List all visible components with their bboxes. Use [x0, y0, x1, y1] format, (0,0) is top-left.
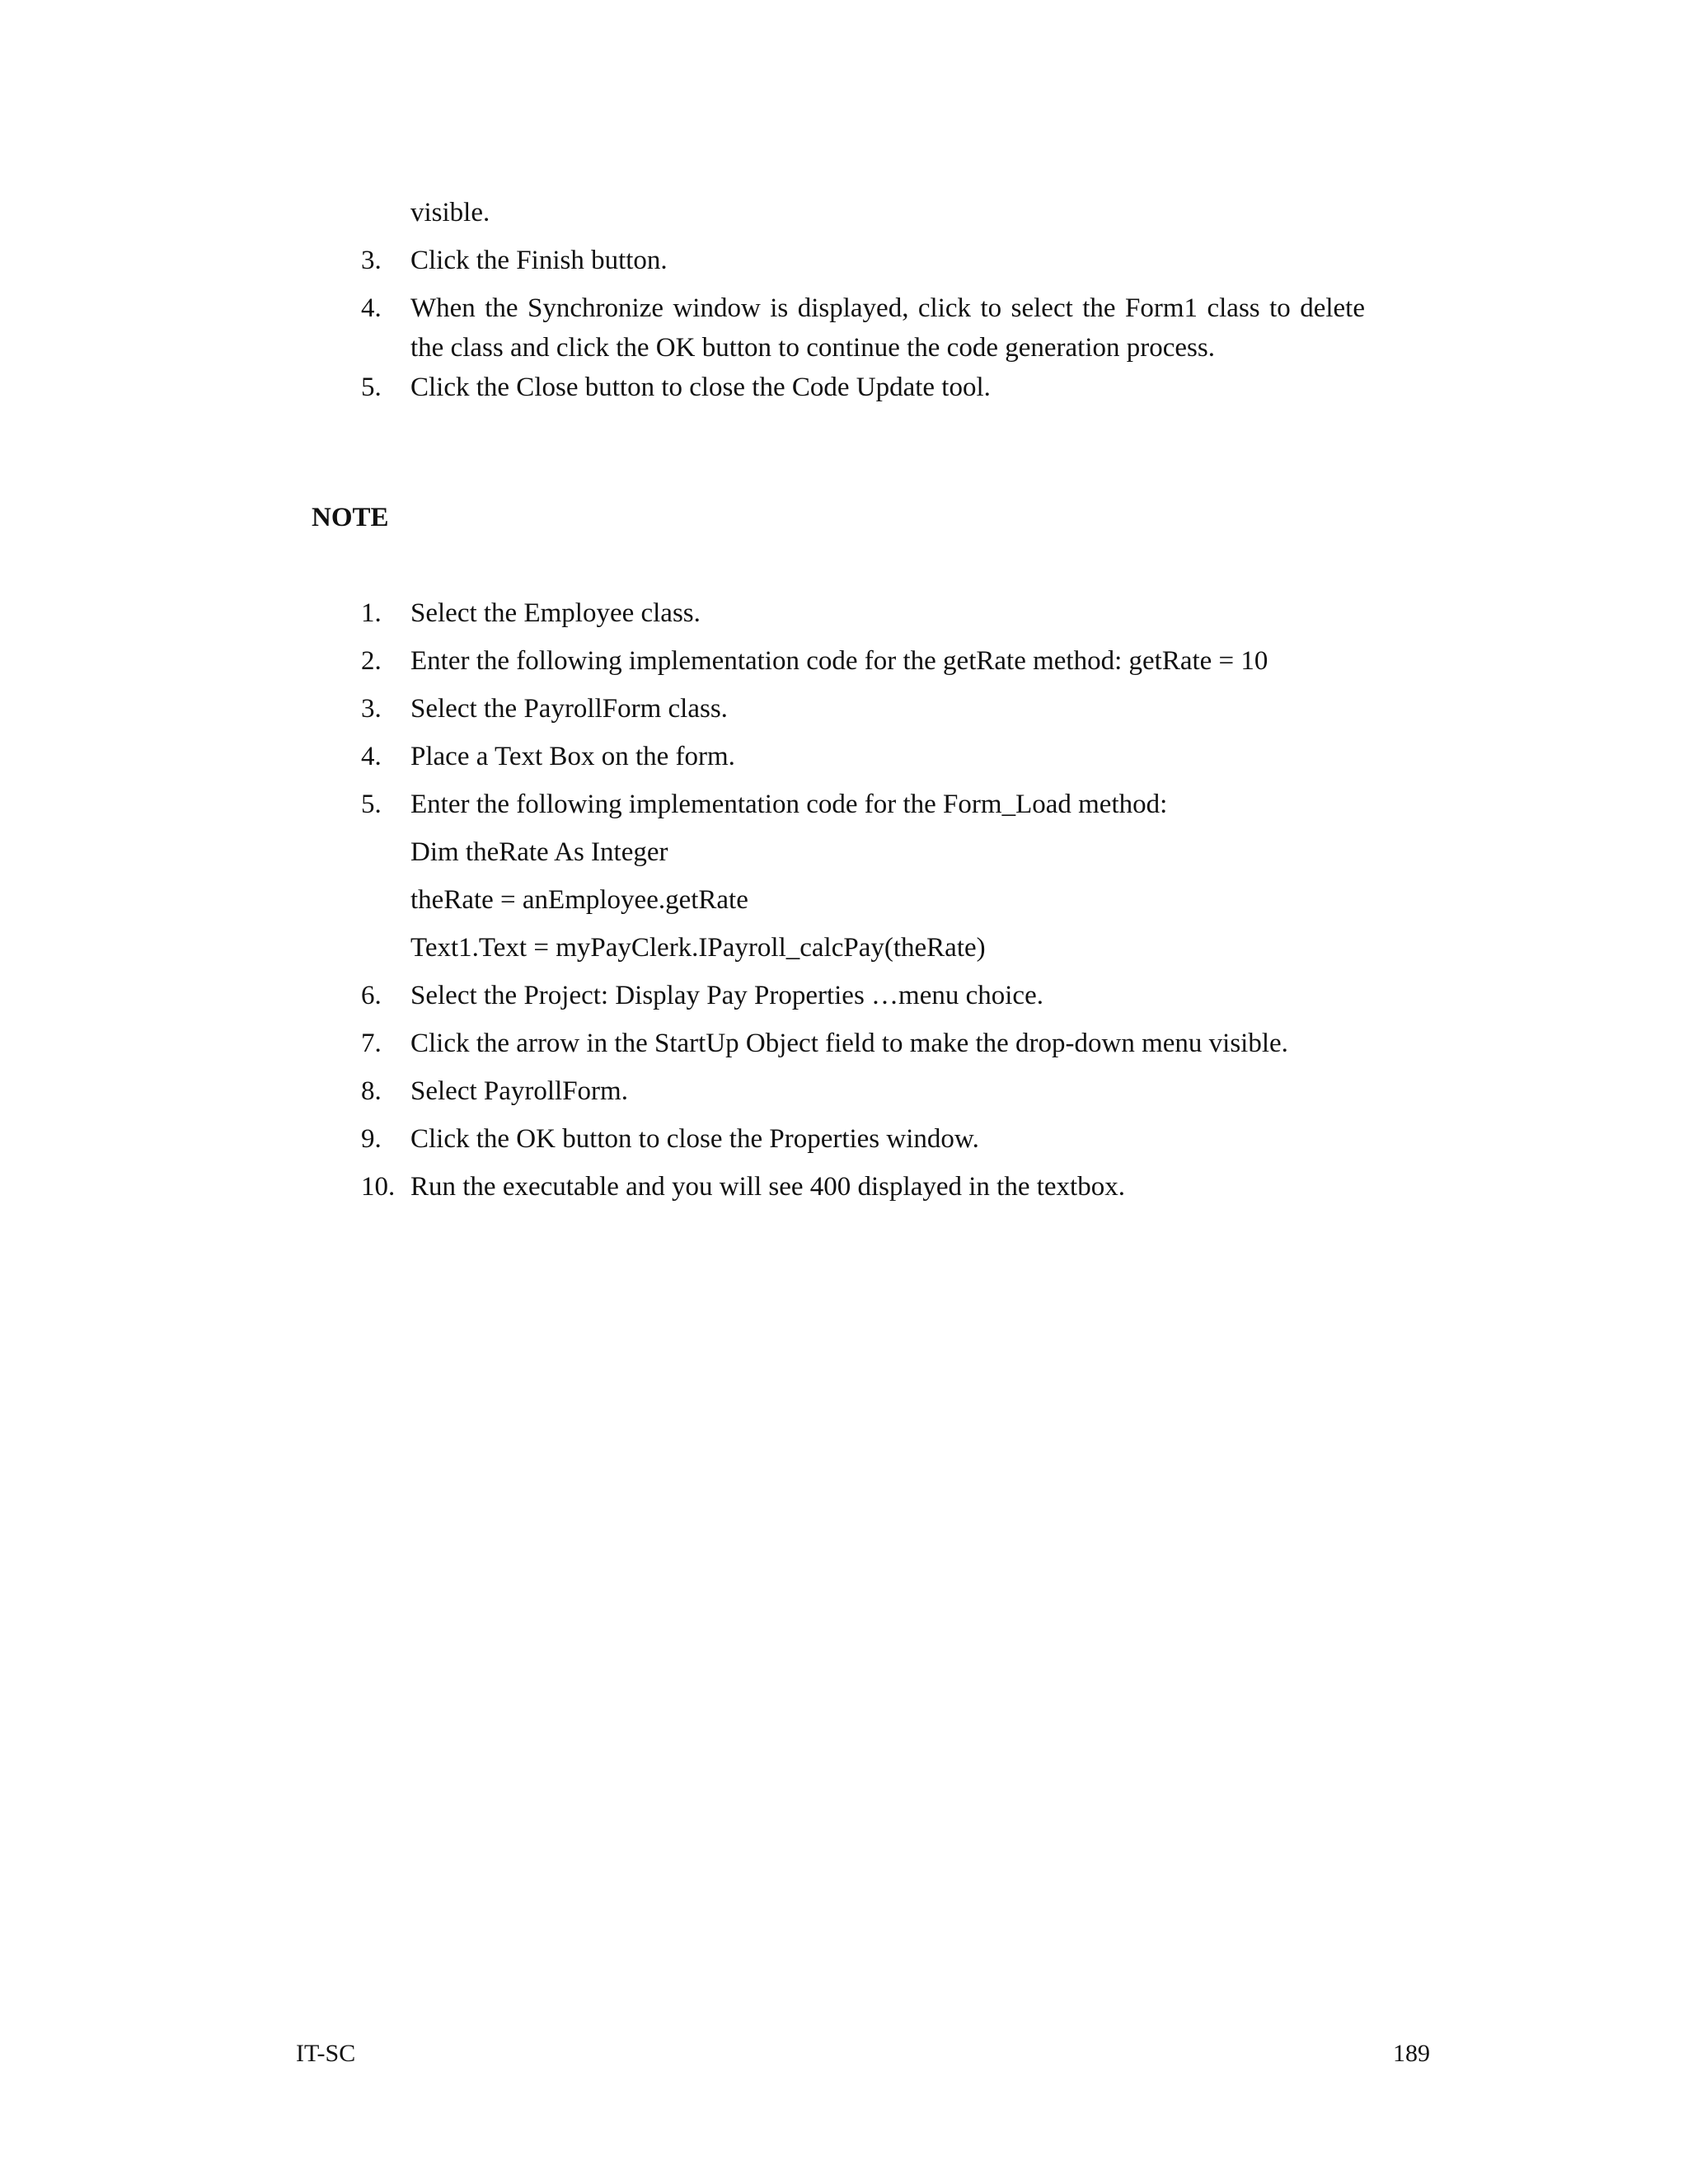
list-item-text: Click the Close button to close the Code Update tool.: [410, 373, 991, 402]
list-item-text: Click the arrow in the StartUp Object field to make the drop-down menu visible.: [410, 1029, 1288, 1058]
list-item-number: 1.: [361, 598, 382, 628]
list-item-number: 10.: [361, 1172, 396, 1202]
list-item-text: Select PayrollForm.: [410, 1076, 628, 1106]
list-item-text: Select the PayrollForm class.: [410, 694, 728, 724]
list-item-text: Place a Text Box on the form.: [410, 742, 735, 771]
list-item-number: 8.: [361, 1076, 382, 1106]
list-item-text: Select the Employee class.: [410, 598, 701, 628]
list-item-number: 2.: [361, 646, 382, 676]
list-item-text: When the Synchronize window is displayed, click to select the Form1 class to delete the class and click the OK button to continue the code generation process.: [410, 293, 1365, 363]
list-item-text: Click the Finish button.: [410, 246, 668, 275]
code-line-text: Dim theRate As Integer: [410, 837, 668, 867]
list-item-text: Enter the following implementation code for the getRate method: getRate = 10: [410, 646, 1268, 676]
page-number: 189: [1393, 2040, 1430, 2067]
list-item-number: 4.: [361, 742, 382, 771]
list-item-text: Run the executable and you will see 400 displayed in the textbox.: [410, 1172, 1125, 1202]
code-line-text: Text1.Text = myPayClerk.IPayroll_calcPay(theRate): [410, 933, 986, 963]
list-item-number: 7.: [361, 1029, 382, 1058]
list-item-number: 5.: [361, 373, 382, 402]
list-item-text: visible.: [410, 198, 490, 227]
list-item-number: 5.: [361, 790, 382, 819]
list-item-number: 6.: [361, 981, 382, 1010]
list-item-number: 3.: [361, 246, 382, 275]
footer-label: IT-SC: [296, 2040, 356, 2067]
list-item-number: 3.: [361, 694, 382, 724]
code-line-text: theRate = anEmployee.getRate: [410, 885, 748, 915]
list-item-text: Enter the following implementation code for the Form_Load method:: [410, 790, 1168, 819]
section-heading-note: NOTE: [312, 503, 389, 532]
list-item-number: 9.: [361, 1124, 382, 1154]
list-item-text: Select the Project: Display Pay Properties …menu choice.: [410, 981, 1043, 1010]
list-item-text: Click the OK button to close the Properties window.: [410, 1124, 979, 1154]
list-item-number: 4.: [361, 293, 382, 323]
